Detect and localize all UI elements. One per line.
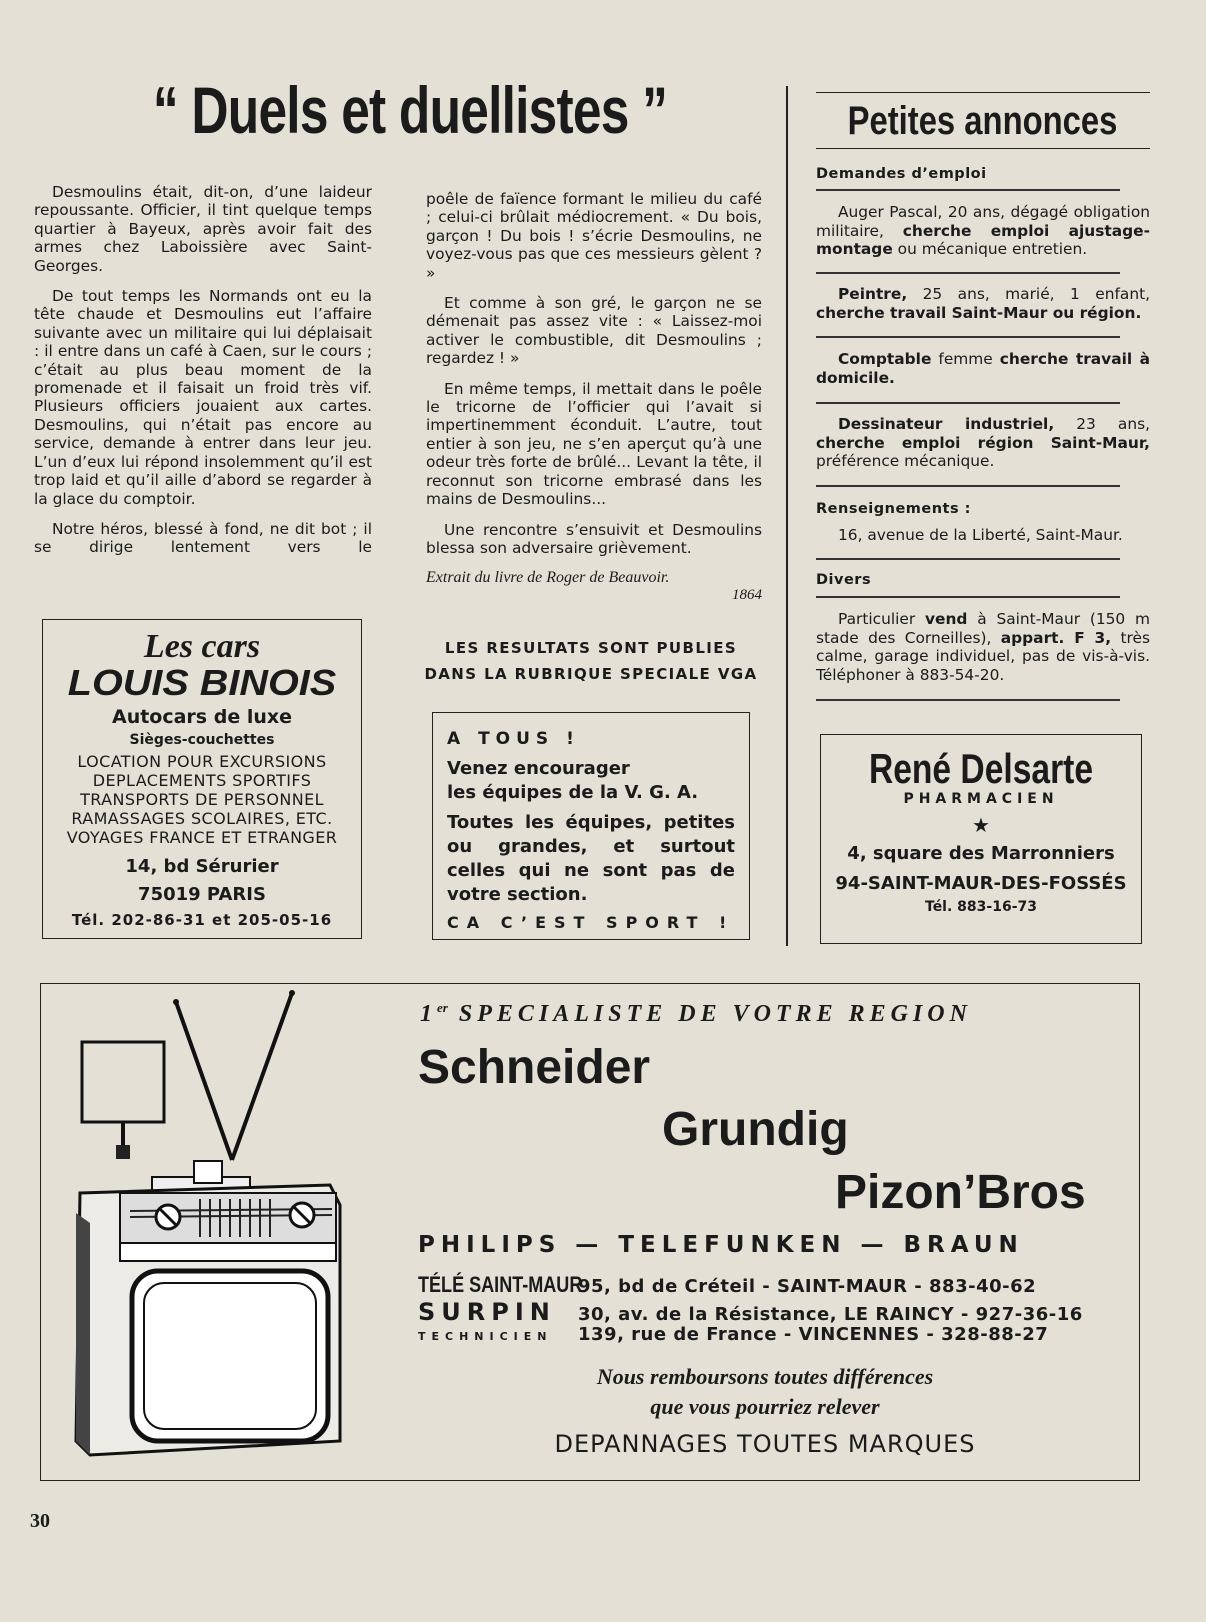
pharmacist-name: René Delsarte	[868, 745, 1094, 792]
annonce-text: Particulier	[838, 610, 925, 628]
annonce-text: à Saint-Maur (150 m stade des Corneilles),	[816, 610, 1150, 647]
cars-address	[43, 853, 361, 909]
results-line-2: DANS LA RUBRIQUE SPECIALE VGA	[424, 665, 758, 683]
shop-name: TÉLÉ SAINT-MAUR	[418, 1272, 583, 1297]
annonce-text: 25 ans, marié, 1 enfant,	[907, 285, 1150, 303]
brand-schneider: Schneider	[418, 1041, 651, 1094]
paragraph: poêle de faïence formant le milieu du café ; celui-ci brûlait médiocrement. « Du bois, garçon ! Du bois ! s’écrie Desmoulins, ne voyez-vous pas que ces messieurs gèlent ? »	[426, 190, 762, 282]
atous-body: Toutes les équipes, petites ou grandes, et surtout celles qui ne sont pas de votre section.	[447, 812, 735, 905]
divider	[816, 402, 1120, 404]
atous-line-2: les équipes de la V. G. A.	[447, 782, 699, 803]
divider	[816, 699, 1120, 701]
divider	[816, 189, 1120, 191]
annonce-bold: Comptable	[838, 350, 932, 368]
annonce-text: préférence mécanique.	[816, 452, 995, 471]
annonce-text: très calme, garage individuel, pas de vis-à-vis. Téléphoner à 883-54-20.	[816, 628, 1151, 684]
renseignements-text: 16, avenue de la Liberté, Saint-Maur.	[838, 526, 1123, 544]
brand-pizon-bros: Pizon’Bros	[835, 1166, 1086, 1219]
annonce-bold: cherche emploi région Saint-Maur,	[816, 433, 1150, 452]
television-illustration	[70, 985, 360, 1465]
annonce-text: 23 ans,	[1054, 415, 1150, 433]
cars-binois-ad	[42, 619, 362, 939]
annonce-bold: Peintre,	[838, 285, 908, 303]
loop-antenna-icon	[82, 1042, 164, 1122]
cars-luxe: Autocars de luxe	[111, 706, 293, 728]
annonce-2	[816, 285, 1150, 322]
column-divider	[786, 86, 788, 946]
pharmacist-profession: PHARMACIEN	[903, 791, 1059, 807]
pharmacy-city: 94-SAINT-MAUR-DES-FOSSÉS	[835, 873, 1127, 894]
annonce-bold: Dessinateur industriel,	[838, 415, 1055, 433]
service-item: VOYAGES FRANCE ET ETRANGER	[66, 828, 338, 847]
renseignements-heading: Renseignements :	[816, 501, 971, 517]
ad-head-sup: er	[437, 1000, 448, 1015]
atous-line-1: Venez encourager	[447, 758, 630, 779]
results-line-1: LES RESULTATS SONT PUBLIES	[444, 639, 738, 657]
paragraph: Une rencontre s’ensuivit et Desmoulins blessa son adversaire grièvement.	[426, 520, 762, 557]
petites-annonces-title	[816, 92, 1150, 149]
ad-head-text: SPECIALISTE DE VOTRE REGION	[458, 1001, 972, 1027]
annonce-3	[816, 350, 1150, 387]
shop-row	[418, 1298, 1118, 1324]
shop-row	[418, 1324, 1118, 1350]
antenna-rod	[176, 1002, 232, 1160]
shop-name: SURPIN	[418, 1298, 556, 1326]
shop-list	[418, 1272, 1118, 1350]
divers-heading: Divers	[816, 572, 872, 588]
pharmacy-tel: Tél. 883-16-73	[925, 899, 1037, 915]
article-title: “ Duels et duellistes ”	[152, 73, 668, 147]
article-column-1	[34, 183, 372, 569]
screen	[132, 1271, 328, 1441]
demandes-heading: Demandes d’emploi	[816, 166, 987, 182]
paragraph: En même temps, il mettait dans le poêle le tricorne de l’officier qui l’avait si impertinemment éconduit. L’autre, tout entier à son jeu, ne s’en aperçut qu’à une odeur très forte de brûlé... Levant la tête, il reconnut son tricorne embrasé dans les mains de Desmoulins...	[426, 379, 762, 509]
paragraph: Notre héros, blessé à fond, ne dit bot ; il se dirige lentement vers le	[34, 519, 372, 557]
cars-brand: LOUIS BINOIS	[67, 662, 337, 703]
atous-box	[432, 712, 750, 940]
divider	[816, 272, 1120, 274]
cars-street: 14, bd Sérurier	[125, 856, 279, 877]
paragraph: Desmoulins était, dit-on, d’une laideur repoussante. Officier, il tint quelque temps quartier à Bayeux, après avoir fait des armes chez Laboissière avec Saint-Georges.	[34, 183, 372, 275]
antenna-rod	[232, 993, 292, 1160]
annonce-4	[816, 415, 1150, 471]
delsarte-ad	[820, 734, 1142, 944]
shop-name: TECHNICIEN	[418, 1330, 553, 1343]
annonce-text: femme	[931, 350, 1000, 368]
annonce-divers	[816, 610, 1150, 684]
annonce-bold: cherche emploi ajustage-montage	[816, 221, 1150, 259]
cars-tel: Tél. 202-86-31 et 205-05-16	[71, 911, 333, 929]
cars-services	[43, 752, 361, 847]
brands-line: PHILIPS — TELEFUNKEN — BRAUN	[418, 1232, 1024, 1258]
paragraph: Et comme à son gré, le garçon ne se démenait pas assez vite : « Laissez-moi activer le combustible, dit Desmoulins ; regardez ! »	[426, 294, 762, 368]
refund-promise	[420, 1362, 1110, 1422]
ad-headline	[420, 1000, 1110, 1028]
page-number: 30	[30, 1510, 50, 1532]
shop-address: 95, bd de Créteil - SAINT-MAUR - 883-40-62	[578, 1276, 1037, 1297]
service-item: LOCATION POUR EXCURSIONS	[77, 752, 327, 771]
divider	[816, 336, 1120, 338]
extract-year: 1864	[732, 586, 762, 603]
brand-grundig: Grundig	[662, 1103, 849, 1156]
cars-seats: Sièges-couchettes	[129, 732, 275, 748]
cars-script-title: Les cars	[143, 628, 261, 665]
annonce-bold: cherche travail Saint-Maur ou région.	[816, 303, 1142, 322]
refund-line-1: Nous remboursons toutes différences	[596, 1364, 934, 1389]
results-notice	[420, 635, 762, 687]
divider	[816, 558, 1120, 560]
annonce-bold: appart. F 3,	[1000, 628, 1112, 647]
annonce-text: Auger Pascal, 20 ans, dégagé obligation militaire,	[816, 203, 1150, 240]
service-item: RAMASSAGES SCOLAIRES, ETC.	[71, 809, 333, 828]
pa-title-text: Petites annonces	[848, 99, 1118, 143]
article-column-2	[426, 190, 762, 604]
pharmacy-address	[821, 839, 1141, 899]
repairs-line: DEPANNAGES TOUTES MARQUES	[554, 1430, 976, 1458]
shop-address: 30, av. de la Résistance, LE RAINCY - 927-36-16	[578, 1304, 1083, 1325]
divider	[816, 596, 1120, 598]
paragraph: De tout temps les Normands ont eu la tête chaude et Desmoulins eut l’affaire suivante avec un militaire qui lui déplaisait : il entre dans un café à Caen, sur le cours ; c’était au plus beau moment de la promenade et il faisait un froid très vif. Plusieurs officiers jouaient aux cartes. Desmoulins, qui n’était pas encore au service, demande à entrer dans leur jeu. L’un d’eux lui répond insolemment qu’il est trop laid et qu’il aille d’abord se regarder à la glace du comptoir.	[34, 287, 372, 508]
shop-address: 139, rue de France - VINCENNES - 328-88-27	[578, 1324, 1049, 1345]
cars-city: 75019 PARIS	[138, 884, 266, 905]
annonce-bold: vend	[925, 610, 968, 628]
ad-head-number: 1	[420, 1001, 437, 1027]
annonce-1	[816, 203, 1150, 259]
extract-source: Extrait du livre de Roger de Beauvoir.	[426, 569, 670, 587]
pharmacy-street: 4, square des Marronniers	[847, 843, 1115, 864]
star-icon: ★	[972, 813, 990, 837]
annonce-bold: cherche travail à domicile.	[816, 350, 1150, 387]
atous-lead	[447, 757, 735, 805]
service-item: DEPLACEMENTS SPORTIFS	[92, 771, 312, 790]
refund-line-2: que vous pourriez relever	[650, 1394, 880, 1419]
annonce-text: ou mécanique entretien.	[892, 240, 1088, 259]
atous-heading: A TOUS !	[447, 729, 580, 749]
shop-row	[418, 1272, 1118, 1298]
divider	[816, 485, 1120, 487]
service-item: TRANSPORTS DE PERSONNEL	[80, 790, 324, 809]
atous-footer: CA C’EST SPORT !	[447, 913, 735, 932]
